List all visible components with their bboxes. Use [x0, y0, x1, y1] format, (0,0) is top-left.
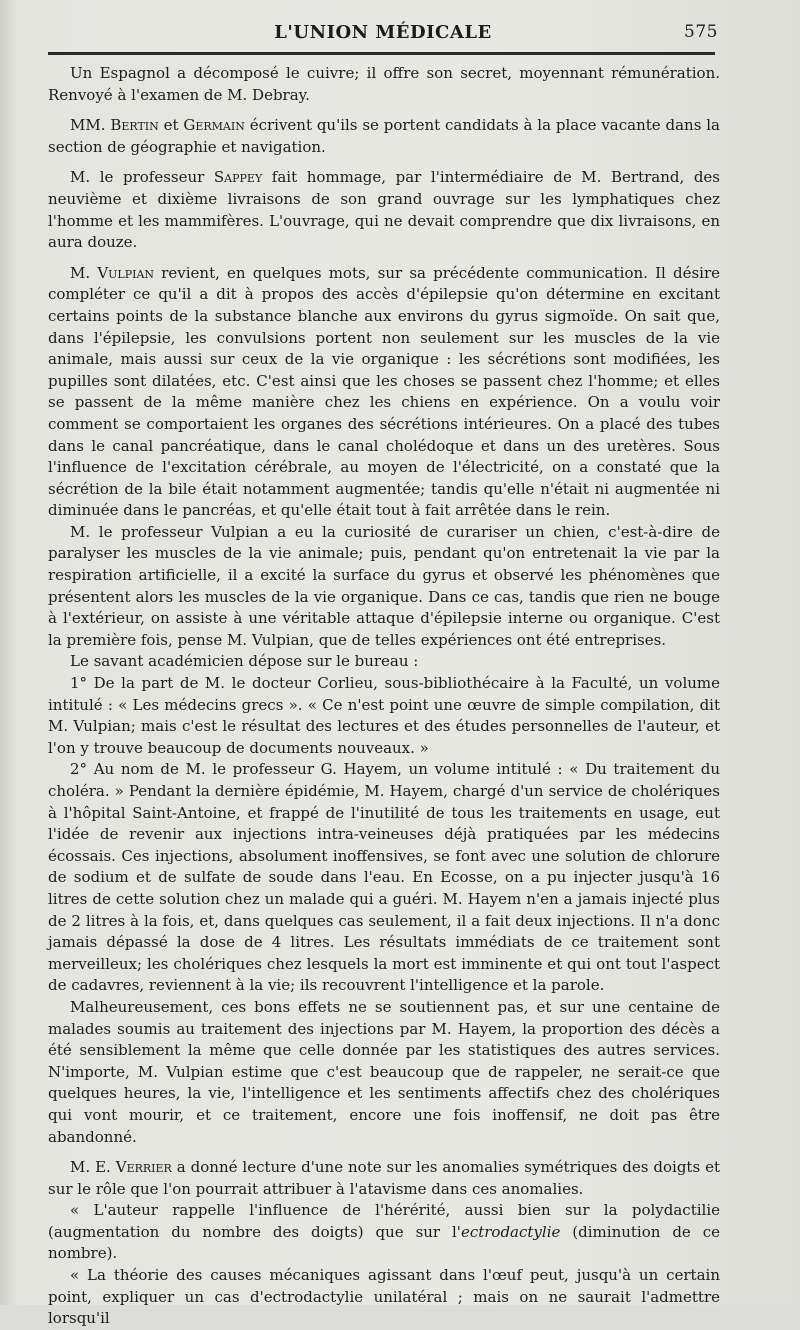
name-vulpian: Vulpian: [97, 263, 155, 282]
name-germain: Germain: [183, 116, 245, 135]
paragraph-corlieu: 1° De la part de M. le docteur Corlieu, sous-bibliothécaire à la Faculté, un volume intitulé : « Les médecins grecs ». « Ce n'est point une œuvre de simple compilation, dit M. Vulpian; mais c'est le résultat des lectures et des études personnelles de l'auteur, et l'on y trouve beaucoup de documents nouveaux. »: [48, 674, 720, 757]
paragraph-curare: M. le professeur Vulpian a eu la curiosité de curariser un chien, c'est-à-dire de paralyser les muscles de la vie animale; puis, pendant qu'on entretenait la vie par la respiration artificielle, il a excité la surface du gyrus et observé les phénomènes que présentent alors les muscles de la vie organique. Dans ce cas, tandis que rien ne bouge à l'extérieur, on assiste à une véritable attaque d'épilepsie interne ou organique. C'est la première fois, pense M. Vulpian, que de telles expériences ont été entreprises.: [48, 522, 720, 649]
paragraph-verrier: M. E. Verrier a donné lecture d'une note sur les anomalies symétriques des doigts et sur le rôle que l'on pourrait attribuer à l'atavisme dans ces anomalies.: [48, 1158, 721, 1198]
paragraph-malheureusement: Malheureusement, ces bons effets ne se soutiennent pas, et sur une centaine de malades soumis au traitement des injections par M. Hayem, la proportion des décès a été sensiblement la même que celle donnée par les statistiques des autres services. N'importe, M. Vulpian estime que c'est beaucoup que de rappeler, ne serait-ce que quelques heures, la vie, l'intelligence et les sentiments affectifs chez des cholériques qui vont mourir, et ce traitement, encore une fois inoffensif, ne doit pas être abandonné.: [48, 997, 720, 1146]
page-number: 575: [684, 22, 718, 42]
name-verrier: Verrier: [115, 1158, 172, 1177]
paragraph-hayem: 2° Au nom de M. le professeur G. Hayem, un volume intitulé : « Du traitement du choléra. » Pendant la dernière épidémie, M. Hayem, chargé d'un service de cholériques à l'hôpital Saint-Antoine, et frappé de l'inutilité de tous les traitements en usage, eut l'idée de revenir aux injections intra-veineuses déjà pratiquées par les médecins écossais. Ces injections, absolument inoffensives, se font avec une solution de chlorure de sodium et de sulfate de soude dans l'eau. En Ecosse, on a pu injecter jusqu'à 16 litres de cette solution chez un malade qui a guéri. M. Hayem n'en a jamais injecté plus de 2 litres à la fois, et, dans quelques cas seulement, il a fait deux injections. Il n'a donc jamais dépassé la dose de 4 litres. Les résultats immédiats de ce traitement sont merveilleux; les cholériques chez lesquels la mort est imminente et qui ont tout l'aspect de cadavres, reviennent à la vie; ils recouvrent l'intelligence et la parole.: [48, 760, 720, 995]
paragraph-theorie: « La théorie des causes mécaniques agissant dans l'œuf peut, jusqu'à un certain point, expliquer un cas d'ectrodactylie unilatéral ; mais on ne saurait l'admettre lorsqu'il: [48, 1266, 720, 1328]
term-ectrodactylie: ectrodactylie: [460, 1222, 561, 1241]
paragraph-vulpian-epilepsie: M. Vulpian revient, en quelques mots, sur sa précédente communication. Il désire compléter ce qu'il a dit à propos des accès d'épilepsie qu'on détermine en excitant certains points de la substance blanche aux environs du gyrus sigmoïde. On sait que, dans l'épilepsie, les convulsions portent non seulement sur les muscles de la vie animale, mais aussi sur ceux de la vie organique : les sécrétions sont modifiées, les pupilles sont dilatées, etc. C'est ainsi que les choses se passent chez l'homme; et elles se passent de la même manière chez les chiens en expérience. On a voulu voir comment se comportaient les organes des sécrétions intérieures. On a placé des tubes dans le canal pancréatique, dans le canal cholédoque et dans un des uretères. Sous l'influence de l'excitation cérébrale, au moyen de l'électricité, on a constaté que la sécrétion de la bile était notamment augmentée; tandis qu'elle n'était ni augmentée ni diminuée dans le pancréas, et qu'elle était tout à fait arrêtée dans le rein.: [48, 263, 720, 520]
journal-title: L'UNION MÉDICALE: [274, 22, 492, 43]
name-bertin: Bertin: [110, 116, 159, 135]
paragraph-heredite: « L'auteur rappelle l'influence de l'hérérité, aussi bien sur la polydactilie (augmentation du nombre des doigts) que sur l'ectrodactylie (diminution de ce nombre).: [48, 1201, 720, 1263]
paragraph-espagnol: Un Espagnol a décomposé le cuivre; il offre son secret, moyennant rémunération. Renvoyé à l'examen de M. Debray.: [48, 64, 720, 104]
paragraph-sappey: M. le professeur Sappey fait hommage, par l'intermédiaire de M. Bertrand, des neuvième et dixième livraisons de son grand ouvrage sur les lymphatiques chez l'homme et les mammifères. L'ouvrage, qui ne devait comprendre que dix livraisons, en aura douze.: [48, 168, 720, 252]
paragraph-bureau: Le savant académicien dépose sur le bureau :: [70, 652, 419, 671]
name-sappey: Sappey: [213, 168, 263, 187]
header-rule: [48, 52, 715, 55]
running-header: [48, 20, 718, 48]
paragraph-candidats: MM. Bertin et Germain écrivent qu'ils se portent candidats à la place vacante dans la section de géographie et navigation.: [48, 116, 720, 156]
article-body: [48, 63, 720, 1330]
